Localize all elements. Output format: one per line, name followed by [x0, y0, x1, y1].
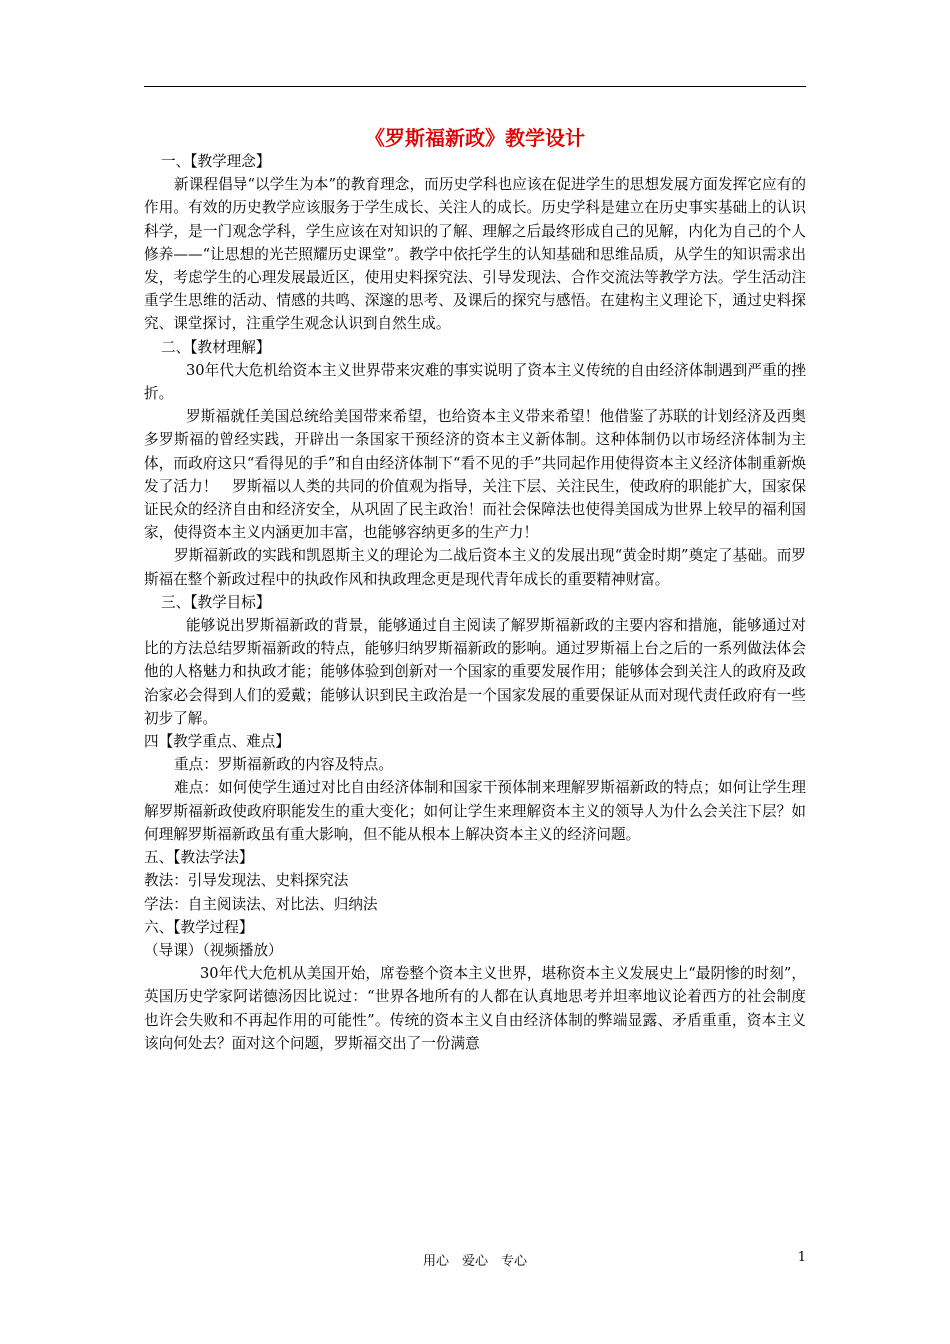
- paragraph: 30年代大危机从美国开始，席卷整个资本主义世界，堪称资本主义发展史上“最阴惨的时刻”，英国历史学家阿诺德汤因比说过：“世界各地所有的人都在认真地思考并坦率地议论着西方的社会制度也许会失败和不再起作用的可能性”。传统的资本主义自由经济体制的弊端显露、矛盾重重，资本主义该向何处去？面对这个问题，罗斯福交出了一份满意: [144, 965, 806, 1052]
- paragraph: 重点：罗斯福新政的内容及特点。: [174, 756, 393, 774]
- paragraph: 教法：引导发现法、史料探究法: [144, 872, 349, 890]
- section-heading: 五、【教法学法】: [144, 849, 254, 867]
- paragraph: 能够说出罗斯福新政的背景，能够通过自主阅读了解罗斯福新政的主要内容和措施，能够通过对比的方法总结罗斯福新政的特点，能够归纳罗斯福新政的影响。通过罗斯福上台之后的一系列做法体会他的人格魅力和执政才能；能够体验到创新对一个国家的重要发展作用；能够体会到关注人的政府及政治家必会得到人们的爱戴；能够认识到民主政治是一个国家发展的重要保证从而对现代责任政府有一些初步了解。: [144, 617, 806, 727]
- section-heading: 一、【教学理念】: [161, 153, 271, 170]
- paragraph: 学法：自主阅读法、对比法、归纳法: [144, 895, 378, 913]
- paragraph: 新课程倡导“以学生为本”的教育理念，而历史学科也应该在促进学生的思想发展方面发挥它应有的作用。有效的历史教学应该服务于学生成长、关注人的成长。历史学科是建立在历史事实基础上的认识科学，是一门观念学科，学生应该在对知识的了解、理解之后最终形成自己的见解，内化为自己的个人修养——“让思想的光芒照耀历史课堂”。教学中依托学生的认知基础和思维品质，从学生的知识需求出发，考虑学生的心理发展最近区，使用史料探究法、引导发现法、合作交流法等教学方法。学生活动注重学生思维的活动、情感的共鸣、深邃的思考、及课后的探究与感悟。在建构主义理论下，通过史料探究、课堂探讨，注重学生观念认识到自然生成。: [144, 176, 806, 333]
- section-heading: 四【教学重点、难点】: [144, 733, 290, 751]
- footer-motto: 用心 爱心 专心: [422, 1254, 527, 1269]
- paragraph: 30年代大危机给资本主义世界带来灾难的事实说明了资本主义传统的自由经济体制遇到严重的挫折。: [144, 361, 806, 403]
- paragraph: （导课）（视频播放）: [144, 941, 283, 959]
- page-number: 1: [797, 1250, 806, 1265]
- paragraph: 罗斯福新政的实践和凯恩斯主义的理论为二战后资本主义的发展出现“黄金时期”奠定了基础。而罗斯福在整个新政过程中的执政作风和执政理念更是现代青年成长的重要精神财富。: [144, 547, 806, 588]
- paragraph: 难点：如何使学生通过对比自由经济体制和国家干预体制来理解罗斯福新政的特点；如何让学生理解罗斯福新政使政府职能发生的重大变化；如何让学生来理解资本主义的领导人为什么会关注下层？如何理解罗斯福新政虽有重大影响，但不能从根本上解决资本主义的经济问题。: [144, 779, 806, 843]
- document-title: 《罗斯福新政》教学设计: [365, 126, 585, 150]
- section-heading: 六、【教学过程】: [144, 918, 254, 936]
- document-body: [144, 150, 806, 1055]
- header-rule: [144, 86, 806, 87]
- section-heading: 三、【教学目标】: [161, 593, 271, 611]
- section-heading: 二、【教材理解】: [161, 338, 271, 356]
- paragraph: 罗斯福就任美国总统给美国带来希望，也给资本主义带来希望！他借鉴了苏联的计划经济及西奥多罗斯福的曾经实践，开辟出一条国家干预经济的资本主义新体制。这种体制仍以市场经济体制为主体，而政府这只“看得见的手”和自由经济体制下“看不见的手”共同起作用使得资本主义经济体制重新焕发了活力！ 罗斯福以人类的共同的价值观为指导，关注下层、关注民生，使政府的职能扩大，国家保证民众的经济自由和经济安全，从巩固了民主政治！而社会保障法也使得美国成为世界上较早的福利国家，使得资本主义内涵更加丰富，也能够容纳更多的生产力！: [144, 408, 806, 542]
